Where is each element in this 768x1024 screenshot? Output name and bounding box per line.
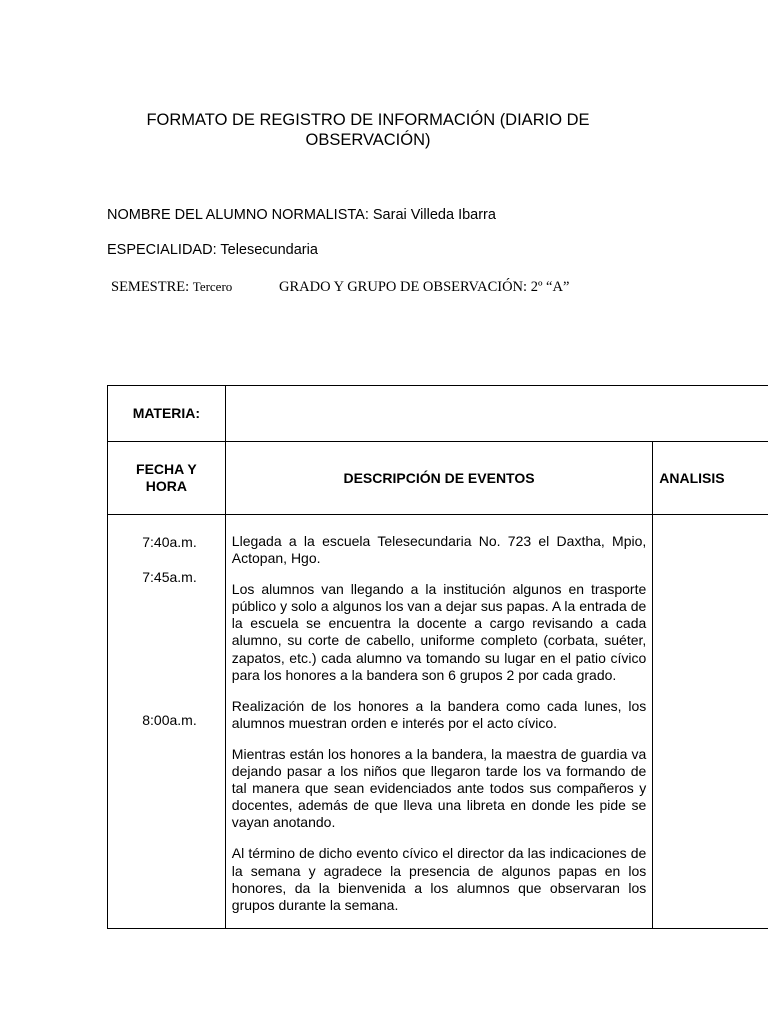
header-descripcion: DESCRIPCIÓN DE EVENTOS <box>225 442 652 515</box>
event-paragraph: Al término de dicho evento cívico el director da las indicaciones de la semana y agradece la presencia de algunos papas en los honores, da la bienvenida a los alumnos que observaran los grupos durante la semana. <box>231 845 647 913</box>
event-paragraph: Realización de los honores a la bandera como cada lunes, los alumnos muestran orden e interés por el acto cívico. <box>231 697 647 731</box>
times-cell <box>108 515 226 929</box>
event-paragraph: Mientras están los honores a la bandera, la maestra de guardia va dejando pasar a los niños que llegaron tarde los va formando de tal manera que sean evidenciados ante todos sus compañeros y docentes, además de que lleva una libreta en donde les pide se vayan anotando. <box>231 745 647 831</box>
semester-line <box>111 278 232 296</box>
student-label: NOMBRE DEL ALUMNO NORMALISTA: <box>107 207 369 223</box>
header-analisis: ANALISIS <box>653 442 768 515</box>
group-value: 2º “A” <box>530 279 570 295</box>
header-fecha: FECHA Y HORA <box>108 442 226 515</box>
time-entry: 7:45a.m. <box>142 569 197 585</box>
group-line <box>279 278 569 296</box>
events-row <box>108 515 768 929</box>
materia-label: MATERIA: <box>108 386 226 442</box>
observation-table <box>107 385 768 929</box>
description-cell <box>225 515 652 929</box>
specialty-value: Telesecundaria <box>220 242 318 258</box>
header-row <box>108 442 768 515</box>
student-name: Sarai Villeda Ibarra <box>372 207 496 223</box>
document-title: FORMATO DE REGISTRO DE INFORMACIÓN (DIARIO DE OBSERVACIÓN) <box>146 111 590 149</box>
specialty-line <box>107 241 318 259</box>
student-line <box>107 206 496 224</box>
semester-value: Tercero <box>192 279 233 294</box>
materia-row <box>108 386 768 442</box>
time-entry: 8:00a.m. <box>142 712 197 728</box>
group-label: GRADO Y GRUPO DE OBSERVACIÓN: <box>279 279 528 295</box>
event-paragraph: Llegada a la escuela Telesecundaria No. 723 el Daxtha, Mpio, Actopan, Hgo. <box>231 533 647 567</box>
time-entry: 7:40a.m. <box>142 534 197 550</box>
event-paragraph: Los alumnos van llegando a la institución algunos en trasporte público y solo a algunos los van a dejar sus papas. A la entrada de la escuela se encuentra la docente a cargo revisando a cada alumno, su corte de cabello, uniforme completo (corbata, suéter, zapatos, etc.) cada alumno va tomando su lugar en el patio cívico para los honores a la bandera son 6 grupos 2 por cada grado. <box>231 581 647 683</box>
materia-value <box>225 386 768 442</box>
semester-label: SEMESTRE: <box>111 279 190 295</box>
specialty-label: ESPECIALIDAD: <box>107 242 217 258</box>
analysis-cell <box>653 515 768 929</box>
